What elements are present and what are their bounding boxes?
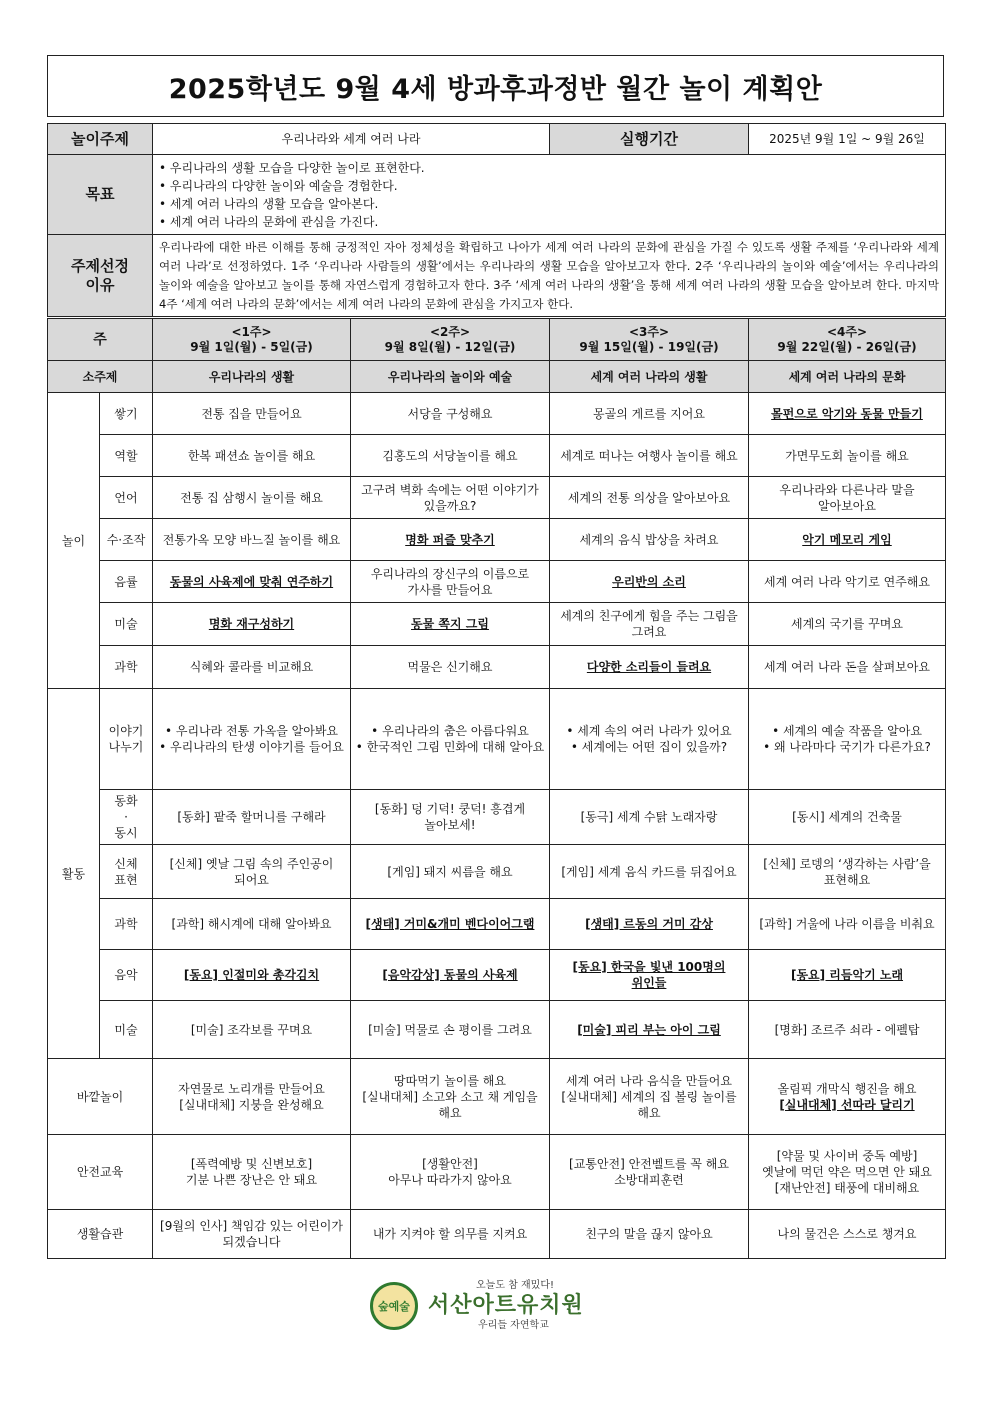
line: 아무나 따라가지 않아요 bbox=[388, 1173, 512, 1187]
plan-cell bbox=[749, 1059, 946, 1135]
label-line: 동화 bbox=[114, 794, 138, 808]
reason-label bbox=[48, 235, 153, 317]
plan-cell: 세계의 전통 의상을 알아보아요 bbox=[550, 477, 749, 519]
logo-name: 서산아트유치원 bbox=[428, 1292, 584, 1318]
plan-cell: [명화] 조르주 쇠라 - 에펠탑 bbox=[749, 1001, 946, 1059]
line: 올림픽 개막식 행진을 해요 bbox=[777, 1081, 917, 1096]
week-range: 9월 22일(월) - 26일(금) bbox=[777, 339, 917, 354]
plan-cell: 세계의 국기를 꾸며요 bbox=[749, 603, 946, 646]
week-name: <4주> bbox=[826, 324, 868, 339]
week-range: 9월 1일(월) - 5일(금) bbox=[190, 339, 313, 354]
plan-cell bbox=[153, 1135, 351, 1210]
line: [실내대체] 세계의 집 볼링 놀이를 해요 bbox=[561, 1089, 737, 1120]
reason-label-line: 주제선정 bbox=[71, 256, 129, 275]
goal-item: • 우리나라의 생활 모습을 다양한 놀이로 표현한다. bbox=[159, 160, 425, 175]
subtopic-cell: 세계 여러 나라의 문화 bbox=[749, 361, 946, 393]
subtopic-cell: 우리나라의 놀이와 예술 bbox=[351, 361, 550, 393]
plan-cell: 전통 집을 만들어요 bbox=[153, 393, 351, 435]
line: [생활안전] bbox=[422, 1157, 478, 1171]
plan-cell: [동화] 팥죽 할머니를 구해라 bbox=[153, 790, 351, 845]
plan-cell: 김홍도의 서당놀이를 해요 bbox=[351, 435, 550, 477]
plan-cell: 세계의 음식 밥상을 차려요 bbox=[550, 519, 749, 561]
theme-label: 놀이주제 bbox=[48, 124, 153, 155]
goal-item: • 우리나라의 다양한 놀이와 예술을 경험한다. bbox=[159, 178, 398, 193]
plan-cell: [동화] 덩 기덕! 쿵덕! 흥겹게 놀아보세! bbox=[351, 790, 550, 845]
bullet: • 우리나라의 춤은 아름다워요 bbox=[371, 724, 529, 738]
play-row-label: 미술 bbox=[100, 603, 153, 646]
outdoor-label: 바깥놀이 bbox=[48, 1059, 153, 1135]
plan-cell: 다양한 소리들이 들려요 bbox=[550, 646, 749, 689]
plan-cell: [생태] 거미&개미 벤다이어그램 bbox=[351, 899, 550, 950]
line: [실내대체] 선따라 달리기 bbox=[779, 1097, 915, 1112]
activity-row-label: 과학 bbox=[100, 899, 153, 950]
bullet: • 세계의 예술 작품을 알아요 bbox=[772, 724, 922, 738]
week-3-header bbox=[550, 319, 749, 361]
plan-cell: 서당을 구성해요 bbox=[351, 393, 550, 435]
line: 땅따먹기 놀이를 해요 bbox=[394, 1073, 506, 1088]
bullet: • 세계에는 어떤 집이 있을까? bbox=[570, 740, 728, 754]
plan-cell bbox=[749, 1135, 946, 1210]
plan-cell: 동물 쪽지 그림 bbox=[351, 603, 550, 646]
plan-cell: 한복 패션쇼 놀이를 해요 bbox=[153, 435, 351, 477]
plan-cell: 고구려 벽화 속에는 어떤 이야기가 있을까요? bbox=[351, 477, 550, 519]
subtopic-cell: 세계 여러 나라의 생활 bbox=[550, 361, 749, 393]
week-name: <2주> bbox=[429, 324, 471, 339]
bullet: • 우리나라의 탄생 이야기를 들어요 bbox=[159, 740, 344, 754]
plan-cell: [동요] 한국을 빛낸 100명의 위인들 bbox=[550, 950, 749, 1001]
plan-cell: 명화 퍼즐 맞추기 bbox=[351, 519, 550, 561]
plan-cell: 세계로 떠나는 여행사 놀이를 해요 bbox=[550, 435, 749, 477]
period-value: 2025년 9월 1일 ~ 9월 26일 bbox=[749, 124, 946, 155]
reason-label-line: 이유 bbox=[85, 275, 115, 294]
line: 옛날에 먹던 약은 먹으면 안 돼요 bbox=[762, 1165, 932, 1179]
plan-cell: 우리나라와 다른나라 말을 알아보아요 bbox=[749, 477, 946, 519]
goals-label: 목표 bbox=[48, 155, 153, 235]
plan-cell: [과학] 해시계에 대해 알아봐요 bbox=[153, 899, 351, 950]
plan-cell: 먹물은 신기해요 bbox=[351, 646, 550, 689]
activity-row-label: 미술 bbox=[100, 1001, 153, 1059]
plan-cell bbox=[153, 689, 351, 790]
label-line: 표현 bbox=[114, 872, 138, 887]
bullet: • 세계 속의 여러 나라가 있어요 bbox=[566, 724, 732, 738]
kindergarten-logo bbox=[368, 1274, 598, 1334]
week-2-header bbox=[351, 319, 550, 361]
theme-value: 우리나라와 세계 여러 나라 bbox=[153, 124, 550, 155]
week-name: <1주> bbox=[231, 324, 272, 339]
plan-cell: [게임] 돼지 씨름을 해요 bbox=[351, 845, 550, 899]
subtopic-cell: 우리나라의 생활 bbox=[153, 361, 351, 393]
page-title: 2025학년도 9월 4세 방과후과정반 월간 놀이 계획안 bbox=[47, 55, 944, 117]
play-row-label: 언어 bbox=[100, 477, 153, 519]
plan-cell bbox=[550, 1135, 749, 1210]
line: 소방대피훈련 bbox=[614, 1173, 684, 1187]
plan-cell: [게임] 세계 음식 카드를 뒤집어요 bbox=[550, 845, 749, 899]
plan-cell: 식혜와 콜라를 비교해요 bbox=[153, 646, 351, 689]
label-line: 동시 bbox=[114, 826, 138, 840]
plan-cell: 악기 메모리 게임 bbox=[749, 519, 946, 561]
plan-cell: 가면무도회 놀이를 해요 bbox=[749, 435, 946, 477]
line: [폭력예방 및 신변보호] bbox=[190, 1157, 313, 1171]
plan-cell: [미술] 조각보를 꾸며요 bbox=[153, 1001, 351, 1059]
play-row-label: 쌓기 bbox=[100, 393, 153, 435]
activity-row-label bbox=[100, 790, 153, 845]
activity-section-label: 활동 bbox=[48, 689, 100, 1059]
plan-cell: [미술] 먹물로 손 평이를 그려요 bbox=[351, 1001, 550, 1059]
goals-list bbox=[153, 155, 946, 235]
label-line: · bbox=[124, 810, 128, 824]
logo-tagline: 오늘도 참 재밌다! bbox=[476, 1280, 554, 1291]
play-row-label: 음률 bbox=[100, 561, 153, 603]
plan-cell bbox=[351, 689, 550, 790]
line: [재난안전] 태풍에 대비해요 bbox=[774, 1181, 920, 1195]
plan-cell: [동시] 세계의 건축물 bbox=[749, 790, 946, 845]
plan-cell: 동물의 사육제에 맞춰 연주하기 bbox=[153, 561, 351, 603]
week-label: 주 bbox=[48, 319, 153, 361]
plan-cell: 몽골의 게르를 지어요 bbox=[550, 393, 749, 435]
plan-cell bbox=[550, 689, 749, 790]
activity-row-label: 음악 bbox=[100, 950, 153, 1001]
line: [실내대체] 소고와 소고 채 게임을 해요 bbox=[362, 1089, 538, 1120]
goal-item: • 세계 여러 나라의 생활 모습을 알아본다. bbox=[159, 196, 379, 211]
info-table bbox=[47, 123, 946, 317]
bullet: • 왜 나라마다 국기가 다른가요? bbox=[763, 740, 931, 754]
plan-cell: 나의 물건은 스스로 챙겨요 bbox=[749, 1210, 946, 1259]
plan-cell: 내가 지켜야 할 의무를 지켜요 bbox=[351, 1210, 550, 1259]
goal-item: • 세계 여러 나라의 문화에 관심을 가진다. bbox=[159, 214, 379, 229]
plan-cell: [음악감상] 동물의 사육제 bbox=[351, 950, 550, 1001]
plan-cell: 전통 집 삼행시 놀이를 해요 bbox=[153, 477, 351, 519]
play-row-label: 수·조작 bbox=[100, 519, 153, 561]
play-row-label: 과학 bbox=[100, 646, 153, 689]
plan-cell: 세계 여러 나라 악기로 연주해요 bbox=[749, 561, 946, 603]
logo-emblem: 숲예술 bbox=[370, 1282, 418, 1330]
line: [약물 및 사이버 중독 예방] bbox=[776, 1149, 918, 1163]
bullet: • 한국적인 그림 민화에 대해 알아요 bbox=[355, 740, 545, 754]
plan-cell: [과학] 거울에 나라 이름을 비춰요 bbox=[749, 899, 946, 950]
plan-cell: 친구의 말을 끊지 않아요 bbox=[550, 1210, 749, 1259]
plan-cell: 몰펀으로 악기와 동물 만들기 bbox=[749, 393, 946, 435]
label-line: 이야기 bbox=[108, 724, 144, 738]
week-range: 9월 8일(월) - 12일(금) bbox=[384, 339, 516, 354]
plan-cell: 세계 여러 나라 돈을 살펴보아요 bbox=[749, 646, 946, 689]
line: [실내대체] 지붕을 완성해요 bbox=[179, 1097, 324, 1112]
logo-subtitle: 우리들 자연학교 bbox=[478, 1320, 549, 1331]
plan-cell: 전통가옥 모양 바느질 놀이를 해요 bbox=[153, 519, 351, 561]
plan-cell: 우리나라의 장신구의 이름으로 가사를 만들어요 bbox=[351, 561, 550, 603]
line: 세계 여러 나라 음식을 만들어요 bbox=[566, 1073, 732, 1088]
line: 자연물로 노리개를 만들어요 bbox=[178, 1081, 325, 1096]
plan-cell: 명화 재구성하기 bbox=[153, 603, 351, 646]
bullet: • 우리나라 전통 가옥을 알아봐요 bbox=[164, 724, 339, 738]
play-row-label: 역할 bbox=[100, 435, 153, 477]
plan-cell: [9월의 인사] 책임감 있는 어린이가 되겠습니다 bbox=[153, 1210, 351, 1259]
plan-cell bbox=[351, 1135, 550, 1210]
plan-cell: 우리반의 소리 bbox=[550, 561, 749, 603]
plan-cell bbox=[550, 1059, 749, 1135]
line: 기분 나쁜 장난은 안 돼요 bbox=[185, 1173, 318, 1187]
plan-cell: [신체] 옛날 그림 속의 주인공이 되어요 bbox=[153, 845, 351, 899]
activity-row-label bbox=[100, 845, 153, 899]
week-name: <3주> bbox=[628, 324, 670, 339]
plan-cell: [신체] 로뎅의 ‘생각하는 사람’을 표현해요 bbox=[749, 845, 946, 899]
habit-label: 생활습관 bbox=[48, 1210, 153, 1259]
plan-cell: [미술] 피리 부는 아이 그림 bbox=[550, 1001, 749, 1059]
period-label: 실행기간 bbox=[550, 124, 749, 155]
line: [교통안전] 안전벨트를 꼭 해요 bbox=[569, 1157, 729, 1171]
plan-cell: [동극] 세계 수탉 노래자랑 bbox=[550, 790, 749, 845]
plan-cell: 세계의 친구에게 힘을 주는 그림을 그려요 bbox=[550, 603, 749, 646]
subtopic-label: 소주제 bbox=[48, 361, 153, 393]
plan-cell bbox=[351, 1059, 550, 1135]
plan-cell: [생태] 르동의 거미 감상 bbox=[550, 899, 749, 950]
week-range: 9월 15일(월) - 19일(금) bbox=[579, 339, 719, 354]
plan-cell bbox=[749, 689, 946, 790]
week-1-header bbox=[153, 319, 351, 361]
label-line: 신체 bbox=[114, 856, 138, 871]
plan-cell: [동요] 인절미와 총각김치 bbox=[153, 950, 351, 1001]
plan-cell bbox=[153, 1059, 351, 1135]
label-line: 나누기 bbox=[108, 740, 144, 754]
plan-cell: [동요] 리듬악기 노래 bbox=[749, 950, 946, 1001]
activity-row-label bbox=[100, 689, 153, 790]
reason-text: 우리나라에 대한 바른 이해를 통해 긍정적인 자아 정체성을 확립하고 나아가 세계 여러 나라의 문화에 관심을 가질 수 있도록 생활 주제를 ‘우리나라와 세계 여러 나라’로 선정하였다. 1주 ‘우리나라 사람들의 생활’에서는 우리나라의 생활 모습을 알아보고자 한다. 2주 ‘우리나라의 놀이와 예술’에서는 우리나라의 놀이와 예술을 알아보고 놀이를 통해 자연스럽게 경험하고자 한다. 3주 ‘세계 여러 나라의 생활’을 통해 세계 여러 나라의 생활 모습을 알아보려 한다. 마지막 4주 ‘세계 여러 나라의 문화’에서는 세계 여러 나라의 문화에 관심을 가지고자 한다. bbox=[153, 235, 946, 317]
play-section-label: 놀이 bbox=[48, 393, 100, 689]
safety-label: 안전교육 bbox=[48, 1135, 153, 1210]
plan-table bbox=[47, 318, 946, 1259]
week-4-header bbox=[749, 319, 946, 361]
